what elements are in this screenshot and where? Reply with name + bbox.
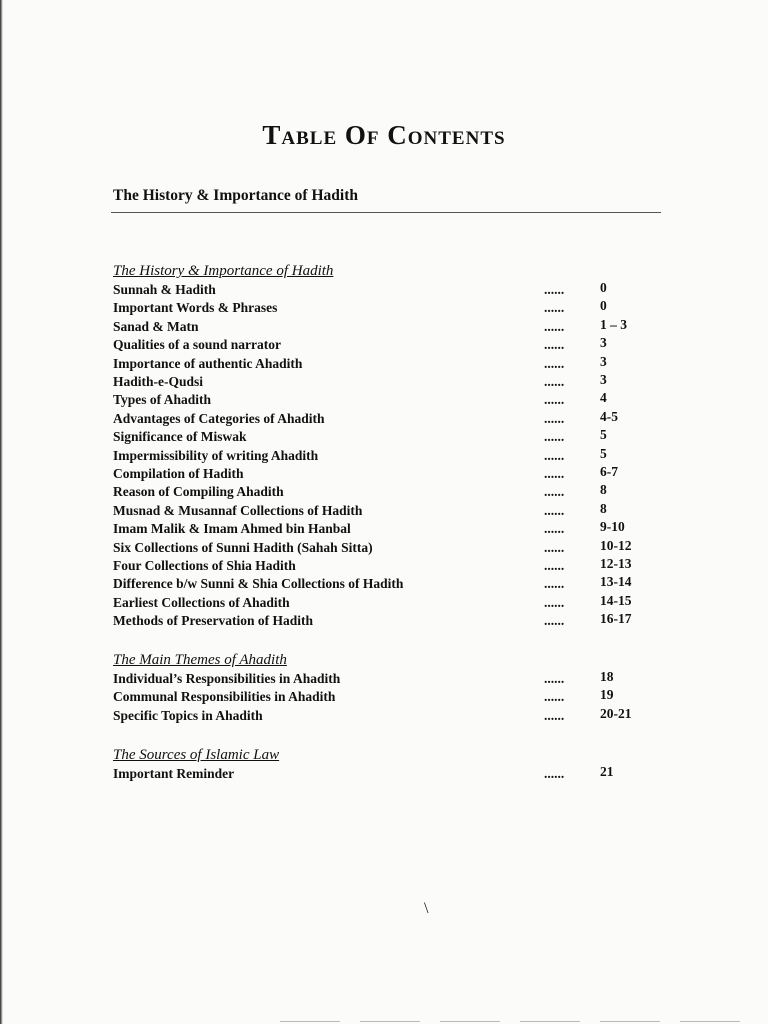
toc-leader-dots: ...... bbox=[544, 392, 565, 408]
toc-entry bbox=[0, 613, 768, 631]
toc-entry-page: 4 bbox=[600, 390, 607, 406]
toc-leader-dots: ...... bbox=[544, 558, 565, 573]
section-heading: The Sources of Islamic Law bbox=[113, 747, 280, 763]
toc-entry-label: Important Reminder bbox=[113, 766, 235, 781]
toc-leader-dots: ...... bbox=[544, 502, 565, 518]
toc-entry bbox=[0, 521, 768, 539]
toc-entry bbox=[0, 316, 768, 337]
toc-leader-dots: ...... bbox=[544, 337, 565, 353]
toc-entry bbox=[0, 558, 768, 576]
toc-entry-label: Qualities of a sound narrator bbox=[113, 337, 282, 353]
toc-leader-dots: ...... bbox=[544, 355, 565, 371]
toc-entry bbox=[0, 392, 768, 410]
toc-entry-label: Specific Topics in Ahadith bbox=[113, 707, 263, 723]
toc-entry bbox=[0, 705, 768, 726]
toc-entry-label: Impermissibility of writing Ahadith bbox=[113, 447, 319, 463]
toc-leader-dots: ...... bbox=[544, 429, 565, 445]
toc-entry bbox=[0, 337, 768, 355]
toc-leader-dots: ...... bbox=[544, 374, 565, 389]
toc-leader-dots: ...... bbox=[544, 521, 565, 537]
toc-leader-dots: ...... bbox=[544, 613, 565, 629]
toc-entry-page: 16-17 bbox=[600, 611, 632, 627]
toc-entry-page: 6-7 bbox=[600, 464, 618, 479]
toc-entry-page: 8 bbox=[600, 500, 607, 516]
toc-entry-page: 4-5 bbox=[600, 408, 618, 424]
toc-entry-label: Important Words & Phrases bbox=[113, 300, 278, 316]
divider bbox=[111, 212, 661, 213]
toc-leader-dots: ...... bbox=[544, 410, 565, 426]
toc-entry-label: Sanad & Matn bbox=[113, 318, 199, 334]
toc-entry bbox=[0, 689, 768, 707]
toc-entry-page: 0 bbox=[600, 280, 607, 295]
toc-entry-page: 14-15 bbox=[600, 592, 632, 608]
toc-entry-label: Four Collections of Shia Hadith bbox=[113, 558, 296, 573]
toc-entry bbox=[0, 484, 768, 502]
toc-entry-page: 3 bbox=[600, 335, 607, 351]
scan-artifact bbox=[280, 1021, 760, 1022]
toc-entry-page: 20-21 bbox=[600, 705, 632, 721]
toc-entry bbox=[0, 671, 768, 689]
toc-entry-page: 9-10 bbox=[600, 519, 625, 535]
toc-leader-dots: ...... bbox=[544, 539, 565, 555]
toc-entry-label: Difference b/w Sunni & Shia Collections of Hadith bbox=[113, 576, 404, 592]
toc-entry-page: 0 bbox=[600, 298, 607, 314]
toc-entry bbox=[0, 282, 768, 300]
toc-entry bbox=[0, 300, 768, 318]
page-mark: \ bbox=[424, 900, 429, 917]
toc-entry-label: Significance of Miswak bbox=[113, 429, 247, 445]
toc-entry bbox=[0, 408, 768, 429]
toc-leader-dots: ...... bbox=[544, 576, 565, 592]
toc-entry-page: 21 bbox=[600, 764, 614, 779]
toc-entry bbox=[0, 445, 768, 466]
toc-entry bbox=[0, 537, 768, 558]
toc-leader-dots: ...... bbox=[544, 707, 565, 723]
toc-entry-page: 3 bbox=[600, 353, 607, 369]
toc-leader-dots: ...... bbox=[544, 282, 565, 297]
toc-entry-label: Types of Ahadith bbox=[113, 392, 212, 408]
page-subtitle: The History & Importance of Hadith bbox=[113, 187, 358, 204]
toc-entry-page: 19 bbox=[600, 687, 614, 703]
toc-entry-label: Individual’s Responsibilities in Ahadith bbox=[113, 671, 341, 686]
toc-entry-label: Hadith-e-Qudsi bbox=[113, 374, 204, 389]
toc-entry bbox=[0, 353, 768, 374]
toc-leader-dots: ...... bbox=[544, 484, 565, 500]
toc-entry-label: Importance of authentic Ahadith bbox=[113, 355, 303, 371]
toc-entry bbox=[0, 592, 768, 613]
toc-entry-label: Imam Malik & Imam Ahmed bin Hanbal bbox=[113, 521, 351, 537]
toc-entry-label: Methods of Preservation of Hadith bbox=[113, 613, 313, 629]
toc-entry-label: Earliest Collections of Ahadith bbox=[113, 594, 290, 610]
toc-entry-page: 10-12 bbox=[600, 537, 632, 553]
toc-entry-label: Advantages of Categories of Ahadith bbox=[113, 410, 325, 426]
toc-entry bbox=[0, 429, 768, 447]
toc-leader-dots: ...... bbox=[544, 689, 565, 705]
toc-entry-page: 3 bbox=[600, 372, 607, 387]
toc-entry-label: Musnad & Musannaf Collections of Hadith bbox=[113, 502, 363, 518]
section-heading: The History & Importance of Hadith bbox=[113, 263, 334, 279]
toc-entry-label: Six Collections of Sunni Hadith (Sahah Sitta) bbox=[113, 539, 373, 555]
section-heading: The Main Themes of Ahadith bbox=[113, 652, 287, 668]
toc-entry bbox=[0, 500, 768, 521]
toc-leader-dots: ...... bbox=[544, 300, 565, 316]
toc-entry-page: 5 bbox=[600, 445, 607, 461]
toc-leader-dots: ...... bbox=[544, 447, 565, 463]
toc-entry-page: 13-14 bbox=[600, 574, 632, 590]
toc-entry-label: Communal Responsibilities in Ahadith bbox=[113, 689, 336, 705]
toc-entry-page: 8 bbox=[600, 482, 607, 498]
toc-leader-dots: ...... bbox=[544, 594, 565, 610]
toc-entry bbox=[0, 374, 768, 392]
toc-entry-label: Reason of Compiling Ahadith bbox=[113, 484, 284, 500]
toc-leader-dots: ...... bbox=[544, 766, 565, 781]
toc-leader-dots: ...... bbox=[544, 671, 565, 686]
toc-leader-dots: ...... bbox=[544, 466, 565, 481]
toc-entry-label: Compilation of Hadith bbox=[113, 466, 244, 481]
page-title: Table Of Contents bbox=[262, 120, 506, 150]
toc-entry-page: 5 bbox=[600, 427, 607, 443]
toc-leader-dots: ...... bbox=[544, 318, 565, 334]
toc-entry-page: 1 – 3 bbox=[600, 316, 627, 332]
toc-entry-page: 12-13 bbox=[600, 556, 632, 571]
toc-entry-page: 18 bbox=[600, 669, 614, 684]
toc-entry bbox=[0, 466, 768, 484]
toc-entry bbox=[0, 576, 768, 594]
toc-entry-label: Sunnah & Hadith bbox=[113, 282, 216, 297]
toc-entry bbox=[0, 766, 768, 784]
